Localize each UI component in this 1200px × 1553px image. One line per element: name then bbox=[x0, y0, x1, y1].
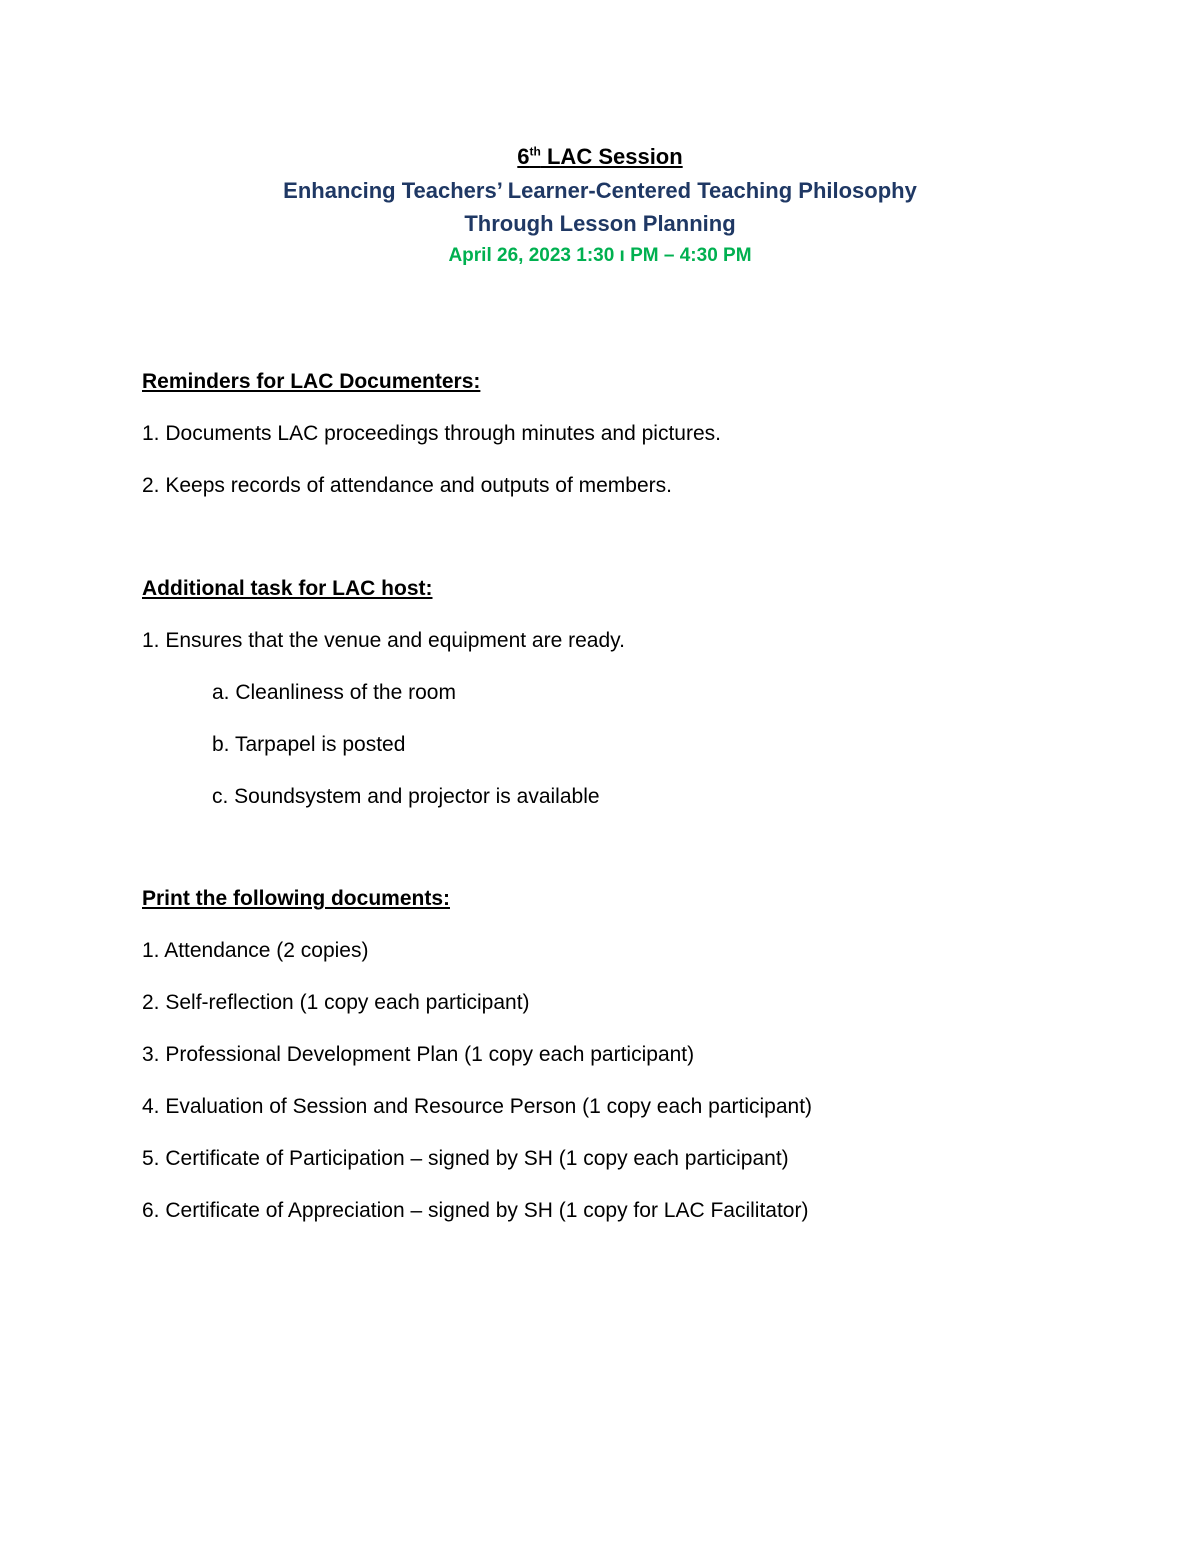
print-section bbox=[142, 885, 1142, 1225]
documenters-heading: Reminders for LAC Documenters: bbox=[142, 370, 481, 393]
host-subitem-a: a. Cleanliness of the room bbox=[212, 681, 456, 704]
host-subitem-b: b. Tarpapel is posted bbox=[212, 733, 406, 756]
session-subtitle-line2: Through Lesson Planning bbox=[464, 211, 736, 236]
print-item-5: 5. Certificate of Participation – signed by SH (1 copy each participant) bbox=[142, 1147, 789, 1170]
host-subitem-c: c. Soundsystem and projector is available bbox=[212, 785, 600, 808]
documenters-section bbox=[142, 368, 1142, 500]
print-item-2: 2. Self-reflection (1 copy each participant) bbox=[142, 991, 530, 1014]
host-section bbox=[142, 575, 1142, 811]
print-item-4: 4. Evaluation of Session and Resource Person (1 copy each participant) bbox=[142, 1095, 813, 1118]
documenters-item-2: 2. Keeps records of attendance and outputs of members. bbox=[142, 474, 672, 497]
print-item-6: 6. Certificate of Appreciation – signed by SH (1 copy for LAC Facilitator) bbox=[142, 1199, 809, 1222]
print-heading: Print the following documents: bbox=[142, 887, 450, 910]
documenters-item-1: 1. Documents LAC proceedings through minutes and pictures. bbox=[142, 422, 721, 445]
session-title bbox=[0, 140, 1200, 174]
title-number: 6 bbox=[517, 144, 530, 169]
host-item-1: 1. Ensures that the venue and equipment are ready. bbox=[142, 629, 625, 652]
print-item-1: 1. Attendance (2 copies) bbox=[142, 939, 369, 962]
title-ordinal-suffix: th bbox=[529, 144, 541, 159]
host-heading: Additional task for LAC host: bbox=[142, 577, 433, 600]
title-text: LAC Session bbox=[540, 144, 683, 169]
session-subtitle-line1: Enhancing Teachers’ Learner-Centered Teaching Philosophy bbox=[283, 178, 917, 203]
print-item-3: 3. Professional Development Plan (1 copy each participant) bbox=[142, 1043, 695, 1066]
document-header bbox=[0, 140, 1200, 272]
session-date: April 26, 2023 1:30 ı PM – 4:30 PM bbox=[448, 245, 752, 266]
